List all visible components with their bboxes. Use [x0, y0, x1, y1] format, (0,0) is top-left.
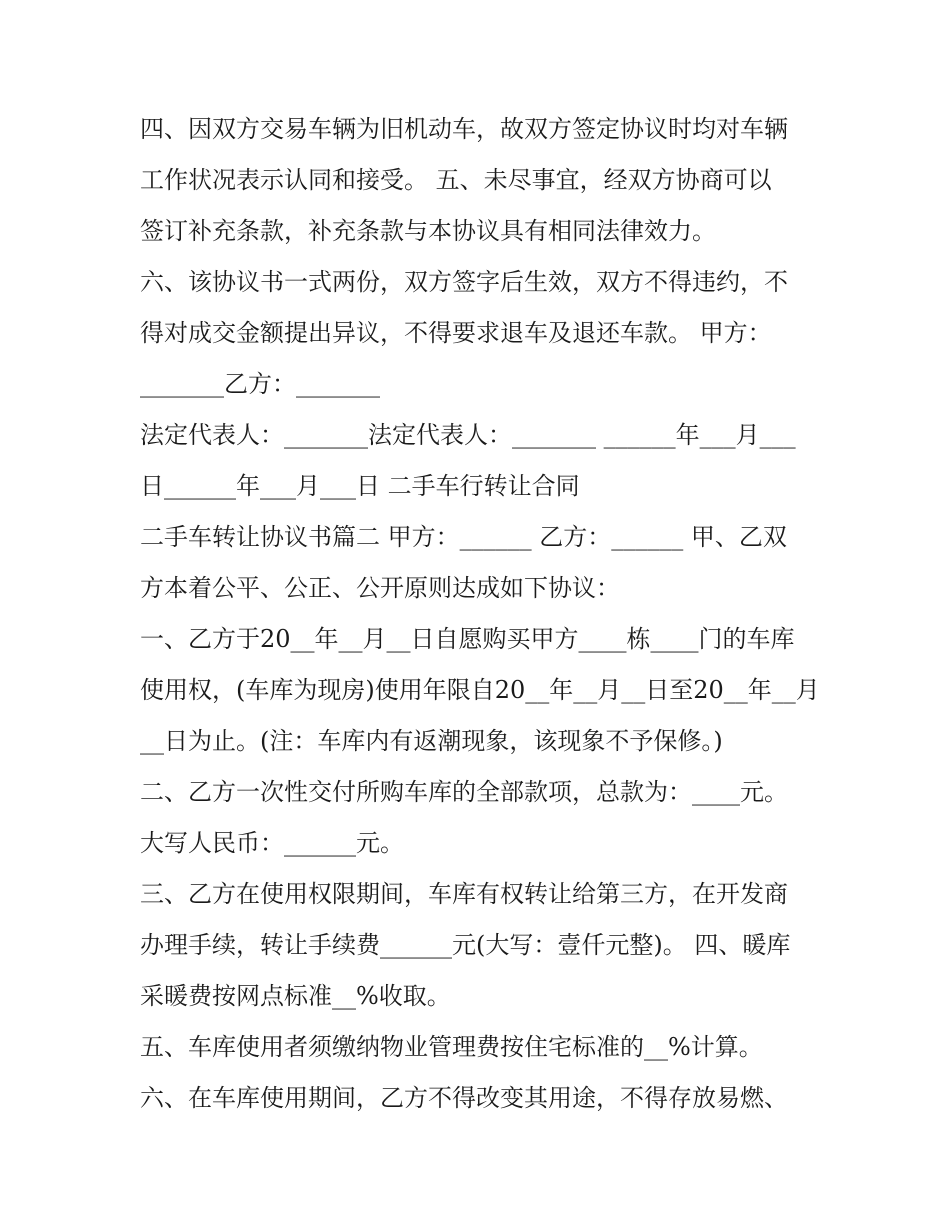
contract-text: [140, 104, 820, 1124]
text-line: 使用权，(车库为现房)使用年限自20__年__月__日至20__年__月: [140, 676, 820, 704]
text-line: 一、乙方于20__年__月__日自愿购买甲方____栋____门的车库: [140, 625, 795, 653]
text-line: __日为止。(注：车库内有返潮现象，该现象不予保修。): [140, 727, 723, 755]
text-line: 得对成交金额提出异议，不得要求退车及退还车款。 甲方：: [140, 319, 772, 347]
text-line: 日______年___月___日 二手车行转让合同: [140, 472, 580, 500]
text-line: 大写人民币：______元。: [140, 829, 404, 857]
text-line: _______乙方：_______: [140, 370, 380, 398]
text-line: 二手车转让协议书篇二 甲方：______ 乙方：______ 甲、乙双: [140, 523, 787, 551]
text-line: 办理手续，转让手续费______元(大写：壹仟元整)。 四、暖库: [140, 931, 791, 959]
text-line: 方本着公平、公正、公开原则达成如下协议：: [140, 574, 620, 602]
text-line: 五、车库使用者须缴纳物业管理费按住宅标准的__%计算。: [140, 1033, 763, 1061]
text-line: 采暖费按网点标准__%收取。: [140, 982, 451, 1010]
text-line: 签订补充条款，补充条款与本协议具有相同法律效力。: [140, 217, 716, 245]
text-line: 六、在车库使用期间，乙方不得改变其用途，不得存放易燃、: [140, 1084, 788, 1112]
text-line: 四、因双方交易车辆为旧机动车，故双方签定协议时均对车辆: [140, 115, 788, 143]
text-line: 工作状况表示认同和接受。 五、未尽事宜，经双方协商可以: [140, 166, 772, 194]
text-line: 二、乙方一次性交付所购车库的全部款项，总款为：____元。: [140, 778, 788, 806]
text-line: 六、该协议书一式两份，双方签字后生效，双方不得违约，不: [140, 268, 788, 296]
text-line: 法定代表人：_______法定代表人：_______ ______年___月___: [140, 421, 796, 449]
text-line: 三、乙方在使用权限期间，车库有权转让给第三方，在开发商: [140, 880, 788, 908]
